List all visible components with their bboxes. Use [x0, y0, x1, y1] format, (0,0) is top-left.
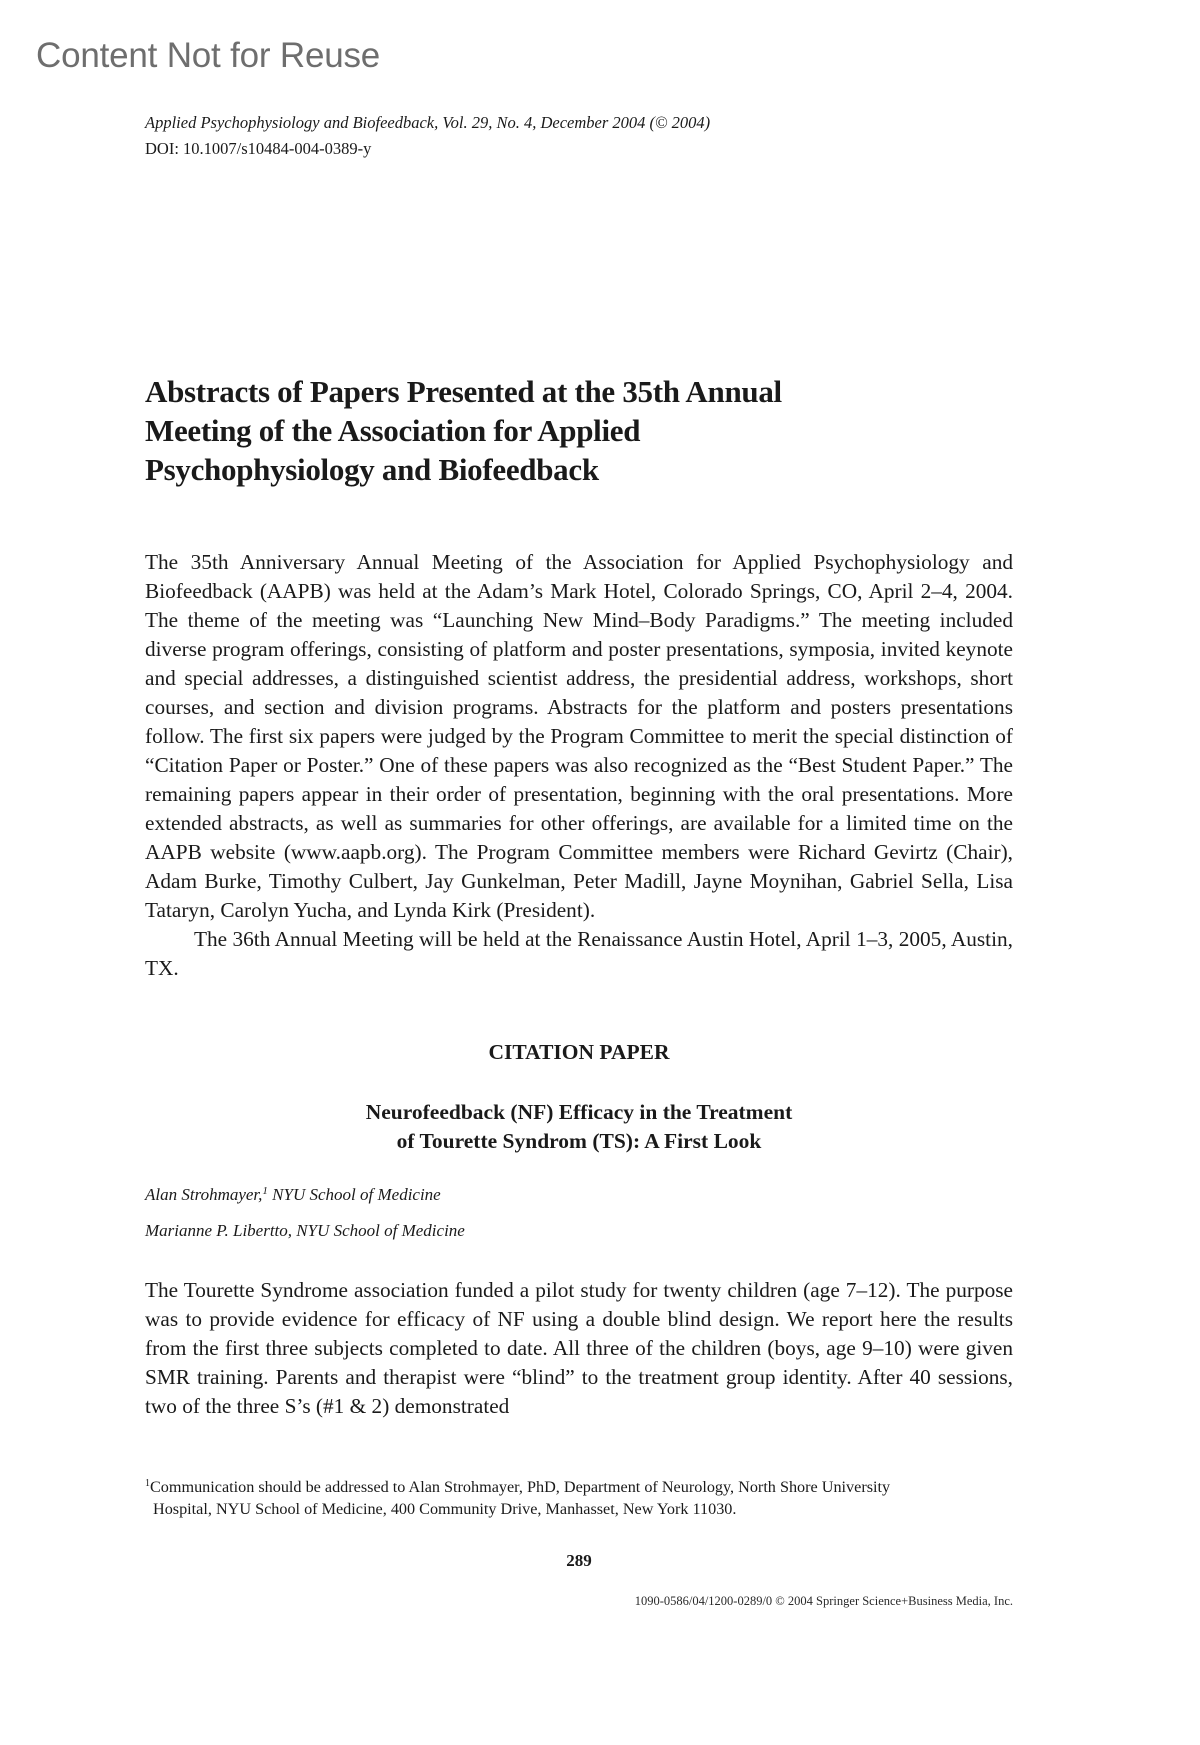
title-line: Psychophysiology and Biofeedback [145, 452, 599, 487]
intro-paragraph: The 36th Annual Meeting will be held at the Renaissance Austin Hotel, April 1–3, 2005, Austin, TX. [145, 927, 1013, 980]
journal-citation: Applied Psychophysiology and Biofeedback, Vol. 29, No. 4, December 2004 (© 2004) [145, 113, 711, 132]
title-line: Meeting of the Association for Applied [145, 413, 641, 448]
abstract-title-line: Neurofeedback (NF) Efficacy in the Treatment [365, 1100, 793, 1124]
author-line [145, 1185, 441, 1205]
abstract-body: The Tourette Syndrome association funded a pilot study for twenty children (age 7–12). The purpose was to provide evidence for efficacy of NF using a double blind design. We report here the results from the first three subjects completed to date. All three of the children (boys, age 9–10) were given SMR training. Parents and therapist were “blind” to the treatment group identity. After 40 sessions, two of the three S’s (#1 & 2) demonstrated [145, 1278, 1013, 1418]
author-affiliation: NYU School of Medicine [292, 1221, 465, 1240]
footnote-line [145, 1476, 1013, 1498]
copyright-notice: 1090-0586/04/1200-0289/0 © 2004 Springer Science+Business Media, Inc. [634, 1594, 1013, 1608]
author-name: Marianne P. Libertto, [145, 1221, 293, 1240]
intro-paragraph: The 35th Anniversary Annual Meeting of the Association for Applied Psychophysiology and Biofeedback (AAPB) was held at the Adam’s Mark Hotel, Colorado Springs, CO, April 2–4, 2004. The theme of the meeting was “Launching New Mind–Body Paradigms.” The meeting included diverse program offerings, consisting of platform and poster presentations, symposia, invited keynote and special addresses, a distinguished scientist address, the presidential address, workshops, short courses, and section and division programs. Abstracts for the platform and posters presentations follow. The first six papers were judged by the Program Committee to merit the special distinction of “Citation Paper or Poster.” One of these papers was also recognized as the “Best Student Paper.” The remaining papers appear in their order of presentation, beginning with the oral presentations. More extended abstracts, as well as summaries for other offerings, are available for a limited time on the AAPB website (www.aapb.org). The Program Committee members were Richard Gevirtz (Chair), Adam Burke, Timothy Culbert, Jay Gunkelman, Peter Madill, Jayne Moynihan, Gabriel Sella, Lisa Tataryn, Carolyn Yucha, and Lynda Kirk (President). [145, 550, 1013, 922]
footnote-line: Hospital, NYU School of Medicine, 400 Community Drive, Manhasset, New York 11030. [153, 1500, 737, 1518]
abstract-title-line: of Tourette Syndrom (TS): A First Look [396, 1129, 762, 1153]
title-line: Abstracts of Papers Presented at the 35th Annual [145, 374, 782, 409]
page-number: 289 [566, 1551, 592, 1570]
footnote-number: 1 [145, 1478, 150, 1489]
intro-section [145, 548, 1013, 983]
author-line [145, 1221, 465, 1241]
author-affiliation: NYU School of Medicine [267, 1185, 441, 1204]
watermark: Content Not for Reuse [36, 36, 381, 75]
footnote-text: Communication should be addressed to Alan Strohmayer, PhD, Department of Neurology, North Shore University [150, 1478, 891, 1496]
abstract-title [145, 1098, 1013, 1156]
footnote-marker[interactable]: 1 [262, 1185, 268, 1197]
section-heading: CITATION PAPER [488, 1040, 670, 1064]
author-name: Alan Strohmayer, [145, 1185, 263, 1204]
doi: DOI: 10.1007/s10484-004-0389-y [145, 139, 372, 158]
footnote [145, 1476, 1013, 1520]
page-title [145, 372, 1013, 489]
